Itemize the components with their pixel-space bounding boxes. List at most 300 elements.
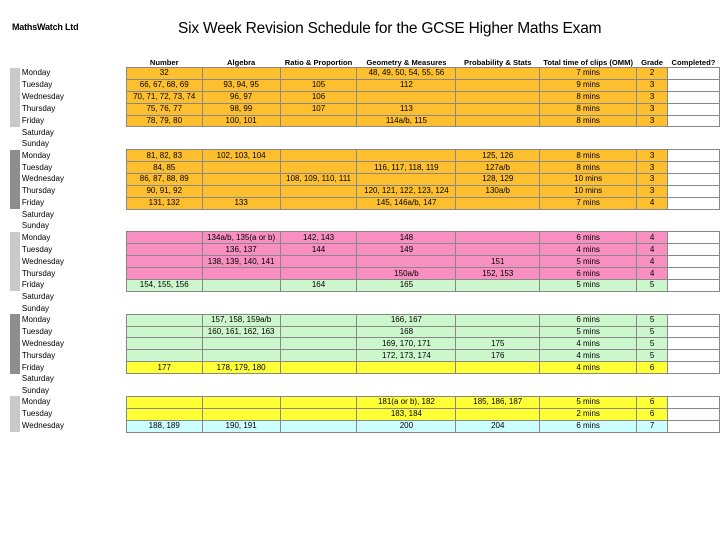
cell-total-time: 10 mins — [540, 185, 637, 197]
cell-total-time — [540, 385, 637, 396]
day-label: Saturday — [21, 127, 54, 137]
cell-probability — [456, 127, 540, 138]
day-label: Sunday — [21, 303, 50, 313]
cell-geometry: 165 — [357, 280, 456, 292]
week-stripe — [10, 314, 20, 326]
cell-probability: 151 — [456, 256, 540, 268]
cell-probability — [456, 115, 540, 127]
week-stripe — [10, 396, 20, 408]
cell-number: 75, 76, 77 — [126, 103, 202, 115]
day-label: Sunday — [21, 139, 50, 149]
day-label: Sunday — [21, 221, 50, 231]
week-stripe — [10, 420, 20, 432]
week-stripe — [10, 338, 20, 350]
cell-geometry: 169, 170, 171 — [357, 338, 456, 350]
schedule-row — [10, 91, 720, 103]
cell-grade: 3 — [637, 150, 668, 162]
header-geometry: Geometry & Measures — [366, 58, 447, 67]
week-stripe — [10, 362, 20, 374]
schedule-table — [10, 56, 720, 433]
cell-ratio — [280, 68, 357, 80]
cell-grade: 3 — [637, 174, 668, 186]
cell-algebra — [202, 221, 280, 232]
cell-ratio — [280, 338, 357, 350]
cell-algebra: 178, 179, 180 — [202, 362, 280, 374]
cell-geometry — [357, 256, 456, 268]
cell-grade: 3 — [637, 185, 668, 197]
schedule-row — [10, 103, 720, 115]
schedule-row — [10, 362, 720, 374]
cell-grade: 3 — [637, 79, 668, 91]
cell-ratio — [280, 396, 357, 408]
cell-probability — [456, 68, 540, 80]
cell-total-time: 9 mins — [540, 79, 637, 91]
cell-probability: 176 — [456, 350, 540, 362]
cell-completed — [668, 127, 720, 138]
cell-number — [126, 291, 202, 302]
cell-completed[interactable] — [668, 396, 720, 408]
cell-total-time — [540, 221, 637, 232]
header-total-time: Total time of clips (OMM) — [543, 58, 633, 67]
cell-number — [126, 256, 202, 268]
week-stripe — [10, 232, 20, 244]
day-label: Monday — [21, 232, 51, 242]
cell-probability — [456, 362, 540, 374]
cell-probability — [456, 280, 540, 292]
cell-completed — [668, 291, 720, 302]
cell-number — [126, 244, 202, 256]
cell-geometry — [357, 374, 456, 385]
day-label: Tuesday — [21, 244, 53, 254]
cell-grade — [637, 291, 668, 302]
cell-total-time: 4 mins — [540, 338, 637, 350]
day-label: Saturday — [21, 209, 54, 219]
day-label: Wednesday — [21, 421, 64, 431]
day-label: Thursday — [21, 350, 56, 360]
cell-number — [126, 209, 202, 220]
cell-number: 78, 79, 80 — [126, 115, 202, 127]
cell-completed — [668, 385, 720, 396]
cell-grade — [637, 221, 668, 232]
cell-geometry: 112 — [357, 79, 456, 91]
cell-completed[interactable] — [668, 268, 720, 280]
cell-total-time: 8 mins — [540, 150, 637, 162]
cell-algebra — [202, 338, 280, 350]
week-stripe — [10, 91, 20, 103]
cell-geometry — [357, 362, 456, 374]
cell-geometry: 120, 121, 122, 123, 124 — [357, 185, 456, 197]
cell-number — [126, 374, 202, 385]
schedule-body — [10, 56, 720, 432]
schedule-row — [10, 408, 720, 420]
cell-completed[interactable] — [668, 326, 720, 338]
schedule-row — [10, 314, 720, 326]
cell-total-time: 7 mins — [540, 197, 637, 209]
cell-completed — [668, 374, 720, 385]
day-label: Friday — [21, 116, 45, 125]
cell-completed[interactable] — [668, 68, 720, 80]
cell-grade — [637, 385, 668, 396]
cell-completed[interactable] — [668, 314, 720, 326]
cell-algebra — [202, 127, 280, 138]
cell-algebra — [202, 209, 280, 220]
page-title: Six Week Revision Schedule for the GCSE Higher Maths Exam — [178, 20, 602, 37]
cell-probability — [456, 221, 540, 232]
cell-probability: 175 — [456, 338, 540, 350]
day-label: Monday — [21, 397, 51, 407]
cell-total-time: 6 mins — [540, 268, 637, 280]
day-label: Friday — [21, 362, 45, 372]
cell-algebra: 190, 191 — [202, 420, 280, 432]
cell-algebra — [202, 268, 280, 280]
header-day — [20, 56, 126, 68]
cell-ratio: 105 — [280, 79, 357, 91]
week-stripe — [10, 103, 20, 115]
cell-completed[interactable] — [668, 91, 720, 103]
cell-total-time: 5 mins — [540, 280, 637, 292]
week-stripe — [10, 303, 20, 314]
day-label: Sunday — [21, 385, 50, 395]
cell-total-time: 7 mins — [540, 68, 637, 80]
cell-completed[interactable] — [668, 103, 720, 115]
day-label: Monday — [21, 315, 51, 325]
week-stripe — [10, 162, 20, 174]
cell-completed[interactable] — [668, 79, 720, 91]
week-stripe — [10, 209, 20, 220]
cell-ratio — [280, 162, 357, 174]
cell-geometry: 145, 146a/b, 147 — [357, 197, 456, 209]
cell-grade — [637, 138, 668, 149]
cell-ratio — [280, 420, 357, 432]
cell-total-time: 2 mins — [540, 408, 637, 420]
schedule-row — [10, 127, 720, 138]
cell-number — [126, 268, 202, 280]
cell-grade — [637, 374, 668, 385]
day-label: Wednesday — [21, 338, 64, 348]
cell-completed[interactable] — [668, 115, 720, 127]
header-completed: Completed? — [671, 58, 716, 67]
cell-geometry: 166, 167 — [357, 314, 456, 326]
cell-completed[interactable] — [668, 280, 720, 292]
cell-number — [126, 232, 202, 244]
cell-algebra: 93, 94, 95 — [202, 79, 280, 91]
header-stripe — [10, 56, 20, 68]
cell-probability — [456, 244, 540, 256]
cell-number: 66, 67, 68, 69 — [126, 79, 202, 91]
cell-number — [126, 350, 202, 362]
cell-completed[interactable] — [668, 362, 720, 374]
schedule-row — [10, 291, 720, 302]
cell-probability: 127a/b — [456, 162, 540, 174]
cell-probability: 128, 129 — [456, 174, 540, 186]
cell-completed[interactable] — [668, 408, 720, 420]
cell-total-time — [540, 303, 637, 314]
schedule-row — [10, 138, 720, 149]
week-stripe — [10, 127, 20, 138]
schedule-row — [10, 338, 720, 350]
cell-algebra: 98, 99 — [202, 103, 280, 115]
cell-total-time: 6 mins — [540, 314, 637, 326]
cell-probability — [456, 326, 540, 338]
week-stripe — [10, 385, 20, 396]
cell-algebra — [202, 385, 280, 396]
cell-probability: 125, 126 — [456, 150, 540, 162]
cell-geometry — [357, 174, 456, 186]
cell-number — [126, 127, 202, 138]
cell-number — [126, 396, 202, 408]
cell-ratio: 106 — [280, 91, 357, 103]
cell-probability — [456, 138, 540, 149]
cell-algebra — [202, 68, 280, 80]
cell-algebra: 160, 161, 162, 163 — [202, 326, 280, 338]
cell-ratio — [280, 197, 357, 209]
cell-completed[interactable] — [668, 244, 720, 256]
week-stripe — [10, 138, 20, 149]
cell-ratio — [280, 350, 357, 362]
cell-grade: 4 — [637, 232, 668, 244]
cell-grade: 5 — [637, 314, 668, 326]
cell-ratio: 164 — [280, 280, 357, 292]
cell-number: 90, 91, 92 — [126, 185, 202, 197]
cell-ratio — [280, 374, 357, 385]
brand-label: MathsWatch Ltd — [12, 22, 79, 32]
cell-geometry: 116, 117, 118, 119 — [357, 162, 456, 174]
cell-ratio — [280, 115, 357, 127]
cell-total-time: 10 mins — [540, 174, 637, 186]
cell-geometry — [357, 385, 456, 396]
day-label: Tuesday — [21, 162, 53, 172]
schedule-row — [10, 396, 720, 408]
schedule-row — [10, 221, 720, 232]
cell-geometry — [357, 127, 456, 138]
cell-number: 188, 189 — [126, 420, 202, 432]
cell-total-time: 4 mins — [540, 244, 637, 256]
cell-total-time — [540, 291, 637, 302]
schedule-row — [10, 420, 720, 432]
day-label: Friday — [21, 280, 45, 290]
cell-number: 154, 155, 156 — [126, 280, 202, 292]
cell-probability — [456, 232, 540, 244]
cell-number — [126, 385, 202, 396]
week-stripe — [10, 221, 20, 232]
cell-geometry: 114a/b, 115 — [357, 115, 456, 127]
cell-number: 32 — [126, 68, 202, 80]
cell-geometry: 150a/b — [357, 268, 456, 280]
cell-completed[interactable] — [668, 232, 720, 244]
cell-number: 81, 82, 83 — [126, 150, 202, 162]
cell-number: 131, 132 — [126, 197, 202, 209]
schedule-row — [10, 256, 720, 268]
cell-ratio — [280, 256, 357, 268]
day-label: Friday — [21, 198, 45, 208]
cell-geometry — [357, 291, 456, 302]
week-stripe — [10, 79, 20, 91]
cell-completed — [668, 303, 720, 314]
cell-grade: 5 — [637, 280, 668, 292]
cell-geometry: 168 — [357, 326, 456, 338]
cell-algebra: 96, 97 — [202, 91, 280, 103]
week-stripe — [10, 374, 20, 385]
schedule-row — [10, 385, 720, 396]
cell-grade: 5 — [637, 326, 668, 338]
schedule-row — [10, 115, 720, 127]
cell-geometry: 183, 184 — [357, 408, 456, 420]
week-stripe — [10, 68, 20, 80]
cell-algebra — [202, 408, 280, 420]
cell-geometry — [357, 221, 456, 232]
cell-completed[interactable] — [668, 162, 720, 174]
cell-algebra: 136, 137 — [202, 244, 280, 256]
cell-ratio — [280, 303, 357, 314]
cell-probability — [456, 291, 540, 302]
cell-grade: 3 — [637, 162, 668, 174]
week-stripe — [10, 185, 20, 197]
cell-grade — [637, 303, 668, 314]
day-label: Thursday — [21, 186, 56, 196]
cell-completed[interactable] — [668, 338, 720, 350]
cell-total-time — [540, 127, 637, 138]
cell-geometry: 148 — [357, 232, 456, 244]
header-probability: Probability & Stats — [464, 58, 532, 67]
cell-number — [126, 338, 202, 350]
cell-ratio: 108, 109, 110, 111 — [280, 174, 357, 186]
cell-grade: 5 — [637, 350, 668, 362]
cell-total-time: 8 mins — [540, 115, 637, 127]
cell-completed — [668, 138, 720, 149]
week-stripe — [10, 280, 20, 292]
cell-probability: 152, 153 — [456, 268, 540, 280]
cell-completed[interactable] — [668, 174, 720, 186]
cell-completed[interactable] — [668, 185, 720, 197]
schedule-row — [10, 197, 720, 209]
cell-number: 84, 85 — [126, 162, 202, 174]
cell-geometry — [357, 209, 456, 220]
cell-ratio — [280, 314, 357, 326]
schedule-row — [10, 374, 720, 385]
cell-probability — [456, 91, 540, 103]
cell-ratio — [280, 185, 357, 197]
cell-total-time: 6 mins — [540, 420, 637, 432]
cell-probability — [456, 209, 540, 220]
header-number: Number — [149, 58, 179, 67]
day-label: Wednesday — [21, 256, 64, 266]
schedule-row — [10, 174, 720, 186]
cell-algebra — [202, 396, 280, 408]
week-stripe — [10, 115, 20, 127]
cell-algebra — [202, 291, 280, 302]
header-row — [10, 56, 720, 68]
week-stripe — [10, 174, 20, 186]
day-label: Saturday — [21, 292, 54, 302]
cell-probability — [456, 79, 540, 91]
week-stripe — [10, 256, 20, 268]
cell-number: 177 — [126, 362, 202, 374]
cell-completed[interactable] — [668, 350, 720, 362]
cell-completed — [668, 221, 720, 232]
cell-geometry: 149 — [357, 244, 456, 256]
cell-probability — [456, 408, 540, 420]
day-label: Saturday — [21, 374, 54, 384]
week-stripe — [10, 350, 20, 362]
cell-algebra: 102, 103, 104 — [202, 150, 280, 162]
cell-ratio: 107 — [280, 103, 357, 115]
cell-geometry: 113 — [357, 103, 456, 115]
day-label: Tuesday — [21, 327, 53, 337]
cell-algebra — [202, 280, 280, 292]
week-stripe — [10, 326, 20, 338]
cell-number — [126, 326, 202, 338]
cell-number — [126, 314, 202, 326]
cell-grade: 7 — [637, 420, 668, 432]
cell-completed[interactable] — [668, 256, 720, 268]
schedule-row — [10, 150, 720, 162]
cell-total-time: 8 mins — [540, 103, 637, 115]
cell-ratio: 144 — [280, 244, 357, 256]
cell-geometry — [357, 303, 456, 314]
cell-probability — [456, 374, 540, 385]
cell-ratio — [280, 385, 357, 396]
cell-algebra — [202, 303, 280, 314]
cell-algebra — [202, 162, 280, 174]
cell-geometry: 200 — [357, 420, 456, 432]
cell-algebra — [202, 138, 280, 149]
cell-grade — [637, 209, 668, 220]
cell-algebra — [202, 350, 280, 362]
cell-number — [126, 221, 202, 232]
cell-total-time: 5 mins — [540, 326, 637, 338]
schedule-row — [10, 326, 720, 338]
schedule-row — [10, 232, 720, 244]
day-label: Tuesday — [21, 409, 53, 419]
cell-completed[interactable] — [668, 420, 720, 432]
cell-ratio — [280, 150, 357, 162]
schedule-row — [10, 162, 720, 174]
cell-grade: 4 — [637, 268, 668, 280]
cell-ratio — [280, 268, 357, 280]
cell-total-time — [540, 374, 637, 385]
header-algebra: Algebra — [226, 58, 256, 67]
cell-ratio — [280, 291, 357, 302]
cell-number: 70, 71, 72, 73, 74 — [126, 91, 202, 103]
cell-algebra: 133 — [202, 197, 280, 209]
day-label: Monday — [21, 150, 51, 160]
cell-geometry — [357, 138, 456, 149]
schedule-row — [10, 209, 720, 220]
cell-geometry — [357, 150, 456, 162]
cell-probability: 185, 186, 187 — [456, 396, 540, 408]
cell-probability — [456, 197, 540, 209]
cell-ratio — [280, 127, 357, 138]
cell-completed[interactable] — [668, 150, 720, 162]
schedule-row — [10, 68, 720, 80]
schedule-row — [10, 79, 720, 91]
header-grade: Grade — [641, 58, 664, 67]
cell-grade: 2 — [637, 68, 668, 80]
cell-number: 86, 87, 88, 89 — [126, 174, 202, 186]
cell-completed[interactable] — [668, 197, 720, 209]
cell-total-time: 4 mins — [540, 350, 637, 362]
week-stripe — [10, 197, 20, 209]
cell-algebra: 134a/b, 135(a or b) — [202, 232, 280, 244]
cell-probability — [456, 314, 540, 326]
cell-algebra: 138, 139, 140, 141 — [202, 256, 280, 268]
cell-total-time: 8 mins — [540, 162, 637, 174]
cell-grade: 5 — [637, 338, 668, 350]
schedule-row — [10, 268, 720, 280]
schedule-row — [10, 185, 720, 197]
cell-number — [126, 303, 202, 314]
cell-ratio — [280, 221, 357, 232]
